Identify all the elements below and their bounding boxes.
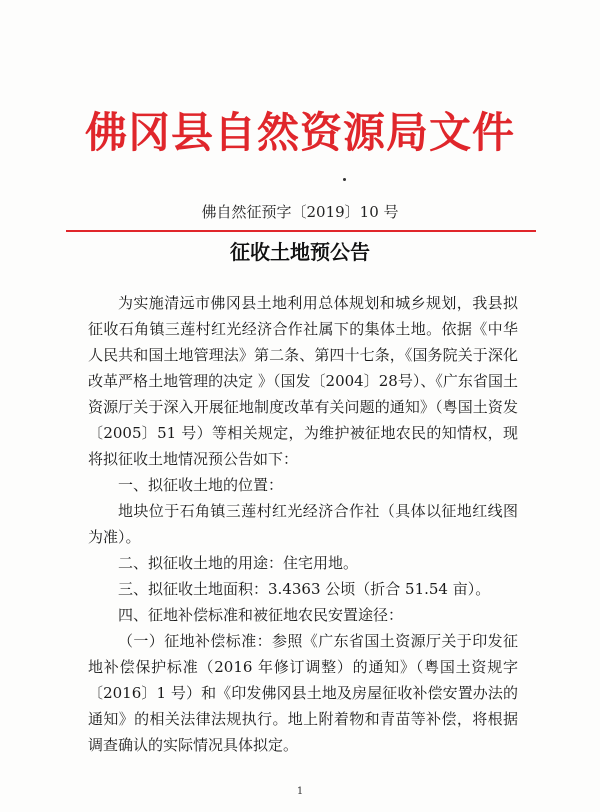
page-number: 1 [296, 786, 304, 797]
paragraph-section-3: 三、拟征收土地面积：3.4363 公顷（折合 51.54 亩）。 [118, 580, 491, 598]
notice-body [88, 290, 518, 758]
paragraph-section-1-heading: 一、拟征收土地的位置： [118, 476, 284, 494]
paragraph-section-4-heading: 四、征地补偿标准和被征地农民安置途径： [118, 606, 404, 624]
paragraph-section-1-body: 地块位于石角镇三莲村红光经济合作社（具体以征地红线图为准）。 [88, 502, 518, 546]
notice-title: 征收土地预公告 [230, 240, 370, 264]
paragraph-section-2: 二、拟征收土地的用途：住宅用地。 [118, 554, 359, 572]
paragraph-section-4-1: （一）征地补偿标准：参照《广东省国土资源厅关于印发征地补偿保护标准（2016 年修订调整）的通知》（粤国土资规字〔2016〕1 号）和《印发佛冈县土地及房屋征收补偿安置办法的通知》的相关法律法规执行。地上附着物和青苗等补偿，将根据调查确认的实际情况具体拟定。 [88, 632, 518, 754]
red-divider-line [66, 230, 536, 232]
document-number: 佛自然征预字〔2019〕10 号 [201, 203, 399, 221]
decorative-dot [343, 178, 346, 181]
issuer-header-title: 佛冈县自然资源局文件 [84, 108, 515, 157]
paragraph-intro: 为实施清远市佛冈县土地利用总体规划和城乡规划，我县拟征收石角镇三莲村红光经济合作社属下的集体土地。依据《中华人民共和国土地管理法》第二条、第四十七条，《国务院关于深化改革严格土地管理的决定 》（国发〔2004〕28号）、《广东省国土资源厅关于深入开展征地制度改革有关问题的通知》（粤国土资发〔2005〕51 号）等相关规定，为维护被征地农民的知情权，现将拟征收土地情况预公告如下： [88, 294, 518, 468]
